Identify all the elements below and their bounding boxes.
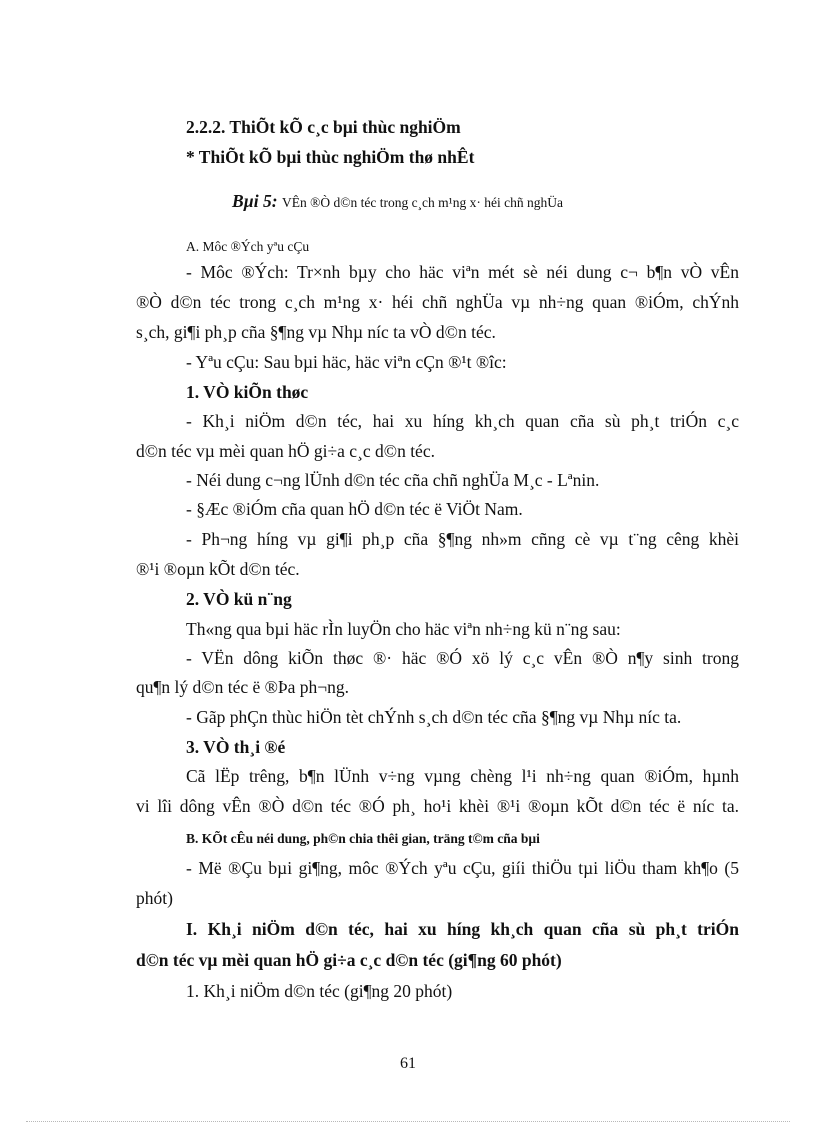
text-line: vi lîi dông vÊn ®Ò d©n téc ®Ó ph¸ ho¹i khèi ®¹i ®oµn kÕt d©n téc ë níc ta. — [136, 796, 739, 816]
part-a-heading: A. Môc ®Ých yªu cÇu — [186, 239, 310, 254]
text-line: - Môc ®Ých: Tr×nh bµy cho häc viªn mét sè néi dung c¬ b¶n vÒ vÊn — [186, 262, 739, 282]
subheading: * ThiÕt kÕ bµi thùc nghiÖm thø nhÊt — [186, 147, 475, 167]
lesson-title: VÊn ®Ò d©n téc trong c¸ch m¹ng x· héi chñ nghÜa — [281, 195, 563, 210]
text-line: - Gãp phÇn thùc hiÖn tèt chÝnh s¸ch d©n téc cña §¶ng vµ Nhµ níc ta. — [186, 707, 682, 727]
text-line: s¸ch, gi¶i ph¸p cña §¶ng vµ Nhµ níc ta vÒ d©n téc. — [136, 322, 496, 342]
part-b-heading: B. KÕt cÊu néi dung, ph©n chia thêi gian, träng t©m cña bµi — [186, 831, 540, 846]
page-divider — [26, 1121, 790, 1122]
heading-knowledge: 1. VÒ kiÕn thøc — [186, 382, 309, 402]
text-line: 1. Kh¸i niÖm d©n téc (gi¶ng 20 phót) — [186, 981, 453, 1001]
text-line: - Néi dung c¬ng lÜnh d©n téc cña chñ nghÜa M¸c - Lªnin. — [186, 470, 600, 490]
lesson-heading — [232, 190, 563, 214]
text-line: d©n téc vµ mèi quan hÖ gi÷a c¸c d©n téc. — [136, 441, 435, 461]
text-line: - Ph¬ng híng vµ gi¶i ph¸p cña §¶ng nh»m cñng cè vµ t¨ng cêng khèi — [186, 529, 739, 549]
text-line: - VËn dông kiÕn thøc ®· häc ®Ó xö lý c¸c vÊn ®Ò n¶y sinh trong — [186, 648, 739, 668]
text-line: ®¹i ®oµn kÕt d©n téc. — [136, 559, 300, 579]
text-line: phót) — [136, 888, 173, 908]
text-line: Th«ng qua bµi häc rÌn luyÖn cho häc viªn nh÷ng kü n¨ng sau: — [186, 619, 621, 639]
text-line: Cã lËp trêng, b¶n lÜnh v÷ng vµng chèng l¹i nh÷ng quan ®iÓm, hµnh — [186, 766, 739, 786]
lesson-label: Bµi 5: — [232, 191, 278, 211]
section-heading: 2.2.2. ThiÕt kÕ c¸c bµi thùc nghiÖm — [186, 117, 461, 137]
text-line: ®Ò d©n téc trong c¸ch m¹ng x· héi chñ nghÜa vµ nh÷ng quan ®iÓm, chÝnh — [136, 292, 739, 312]
heading-section-i: I. Kh¸i niÖm d©n téc, hai xu híng kh¸ch quan cña sù ph¸t triÓn — [186, 919, 739, 939]
heading-section-i-cont: d©n téc vµ mèi quan hÖ gi÷a c¸c d©n téc (gi¶ng 60 phót) — [136, 950, 562, 970]
heading-skills: 2. VÒ kü n¨ng — [186, 589, 292, 609]
text-line: qu¶n lý d©n téc ë ®Þa ph¬ng. — [136, 677, 350, 697]
text-line: - Më ®Çu bµi gi¶ng, môc ®Ých yªu cÇu, giíi thiÖu tµi liÖu tham kh¶o (5 — [186, 858, 739, 878]
page-number: 61 — [400, 1055, 416, 1072]
text-line: - Kh¸i niÖm d©n téc, hai xu híng kh¸ch quan cña sù ph¸t triÓn c¸c — [186, 411, 739, 431]
text-line: - §Æc ®iÓm cña quan hÖ d©n téc ë ViÖt Nam. — [186, 499, 523, 519]
text-line: - Yªu cÇu: Sau bµi häc, häc viªn cÇn ®¹t ®îc: — [186, 352, 507, 372]
heading-attitude: 3. VÒ th¸i ®é — [186, 737, 286, 757]
